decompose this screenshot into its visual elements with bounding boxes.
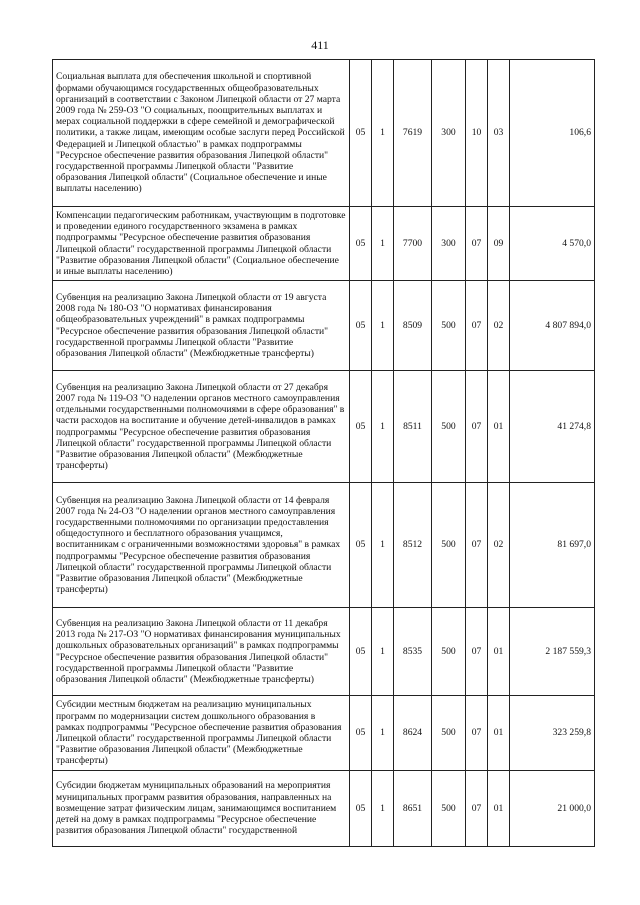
- table-row: [53, 608, 595, 696]
- row-col2: 1: [372, 207, 394, 281]
- row-amount: 2 187 559,3: [510, 608, 595, 696]
- row-col2: 1: [372, 608, 394, 696]
- row-col5: 07: [466, 483, 488, 608]
- row-col3: 8624: [394, 696, 432, 771]
- row-col1: 05: [350, 771, 372, 847]
- table-row: [53, 60, 595, 207]
- row-col6: 02: [488, 281, 510, 371]
- row-col6: 03: [488, 60, 510, 207]
- row-amount: 81 697,0: [510, 483, 595, 608]
- table-row: [53, 696, 595, 771]
- row-col1: 05: [350, 207, 372, 281]
- row-description: Социальная выплата для обеспечения школьной и спортивной формами обучающимся государственных общеобразовательных организаций в соответствии с Законом Липецкой области от 27 марта 2009 года № 259-ОЗ "О социальных, поощрительных выплатах и мерах социальной поддержки в сфере семейной и демографической политики, а также лицам, имеющим особые заслуги перед Российской Федерацией и Липецкой областью" в рамках подпрограммы "Ресурсное обеспечение развития образования Липецкой области" государственной программы Липецкой области "Развитие образования Липецкой области" (Социальное обеспечение и иные выплаты населению): [53, 60, 350, 207]
- row-col3: 8512: [394, 483, 432, 608]
- page-number: 411: [311, 38, 329, 52]
- row-col5: 07: [466, 371, 488, 483]
- row-col1: 05: [350, 696, 372, 771]
- row-col5: 10: [466, 60, 488, 207]
- row-col4: 300: [432, 207, 466, 281]
- row-col6: 01: [488, 696, 510, 771]
- row-col2: 1: [372, 60, 394, 207]
- row-col6: 01: [488, 608, 510, 696]
- row-description: Субвенция на реализацию Закона Липецкой области от 27 декабря 2007 года № 119-ОЗ "О наделении органов местного самоуправления отдельными государственными полномочиями в сфере образования" в части расходов на воспитание и обучение детей-инвалидов в рамках подпрограммы "Ресурсное обеспечение развития образования Липецкой области" государственной программы Липецкой области "Развитие образования Липецкой области" (Межбюджетные трансферты): [53, 371, 350, 483]
- table-row: [53, 483, 595, 608]
- row-col1: 05: [350, 281, 372, 371]
- row-col6: 01: [488, 771, 510, 847]
- row-col5: 07: [466, 771, 488, 847]
- row-amount: 106,6: [510, 60, 595, 207]
- row-col5: 07: [466, 608, 488, 696]
- row-col2: 1: [372, 371, 394, 483]
- row-col3: 7700: [394, 207, 432, 281]
- table-row: [53, 771, 595, 847]
- row-col1: 05: [350, 60, 372, 207]
- row-description: Компенсации педагогическим работникам, участвующим в подготовке и проведении единого государственного экзамена в рамках подпрограммы "Ресурсное обеспечение развития образования Липецкой области" государственной программы Липецкой области "Развитие образования Липецкой области" (Социальное обеспечение и иные выплаты населению): [53, 207, 350, 281]
- table-row: [53, 281, 595, 371]
- row-col6: 09: [488, 207, 510, 281]
- row-col5: 07: [466, 207, 488, 281]
- row-amount: 4 807 894,0: [510, 281, 595, 371]
- table-row: [53, 207, 595, 281]
- row-col4: 500: [432, 696, 466, 771]
- row-amount: 323 259,8: [510, 696, 595, 771]
- row-col4: 500: [432, 483, 466, 608]
- row-col4: 500: [432, 771, 466, 847]
- row-description: Субсидии местным бюджетам на реализацию муниципальных программ по модернизации систем дошкольного образования в рамках подпрограммы "Ресурсное обеспечение развития образования Липецкой области" государственной программы Липецкой области "Развитие образования Липецкой области" (Межбюджетные трансферты): [53, 696, 350, 771]
- row-description: Субсидии бюджетам муниципальных образований на мероприятия муниципальных программ развития образования, направленных на возмещение затрат физическим лицам, занимающимся воспитанием детей на дому в рамках подпрограммы "Ресурсное обеспечение развития образования Липецкой области" государственной: [53, 771, 350, 847]
- row-col4: 500: [432, 371, 466, 483]
- row-amount: 21 000,0: [510, 771, 595, 847]
- row-col1: 05: [350, 483, 372, 608]
- row-col4: 500: [432, 608, 466, 696]
- row-description: Субвенция на реализацию Закона Липецкой области от 19 августа 2008 года № 180-ОЗ "О нормативах финансирования общеобразовательных учреждений" в рамках подпрограммы "Ресурсное обеспечение развития образования Липецкой области" государственной программы Липецкой области "Развитие образования Липецкой области" (Межбюджетные трансферты): [53, 281, 350, 371]
- row-col6: 01: [488, 371, 510, 483]
- row-description: Субвенция на реализацию Закона Липецкой области от 14 февраля 2007 года № 24-ОЗ "О наделении органов местного самоуправления государственными полномочиями по организации предоставления общедоступного и бесплатного образования учащимся, воспитанникам с ограниченными возможностями здоровья" в рамках подпрограммы "Ресурсное обеспечение развития образования Липецкой области" государственной программы Липецкой области "Развитие образования Липецкой области" (Межбюджетные трансферты): [53, 483, 350, 608]
- row-col2: 1: [372, 483, 394, 608]
- row-amount: 4 570,0: [510, 207, 595, 281]
- row-col2: 1: [372, 696, 394, 771]
- row-col4: 300: [432, 60, 466, 207]
- row-col4: 500: [432, 281, 466, 371]
- row-col3: 8535: [394, 608, 432, 696]
- row-col5: 07: [466, 696, 488, 771]
- row-col2: 1: [372, 771, 394, 847]
- row-col1: 05: [350, 371, 372, 483]
- row-col3: 7619: [394, 60, 432, 207]
- row-col1: 05: [350, 608, 372, 696]
- row-description: Субвенция на реализацию Закона Липецкой области от 11 декабря 2013 года № 217-ОЗ "О нормативах финансирования муниципальных дошкольных образовательных организаций" в рамках подпрограммы "Ресурсное обеспечение развития образования Липецкой области" государственной программы Липецкой области "Развитие образования Липецкой области" (Межбюджетные трансферты): [53, 608, 350, 696]
- row-col3: 8511: [394, 371, 432, 483]
- row-col2: 1: [372, 281, 394, 371]
- row-amount: 41 274,8: [510, 371, 595, 483]
- budget-table: [52, 59, 595, 847]
- table-row: [53, 371, 595, 483]
- row-col3: 8509: [394, 281, 432, 371]
- row-col5: 07: [466, 281, 488, 371]
- row-col3: 8651: [394, 771, 432, 847]
- row-col6: 02: [488, 483, 510, 608]
